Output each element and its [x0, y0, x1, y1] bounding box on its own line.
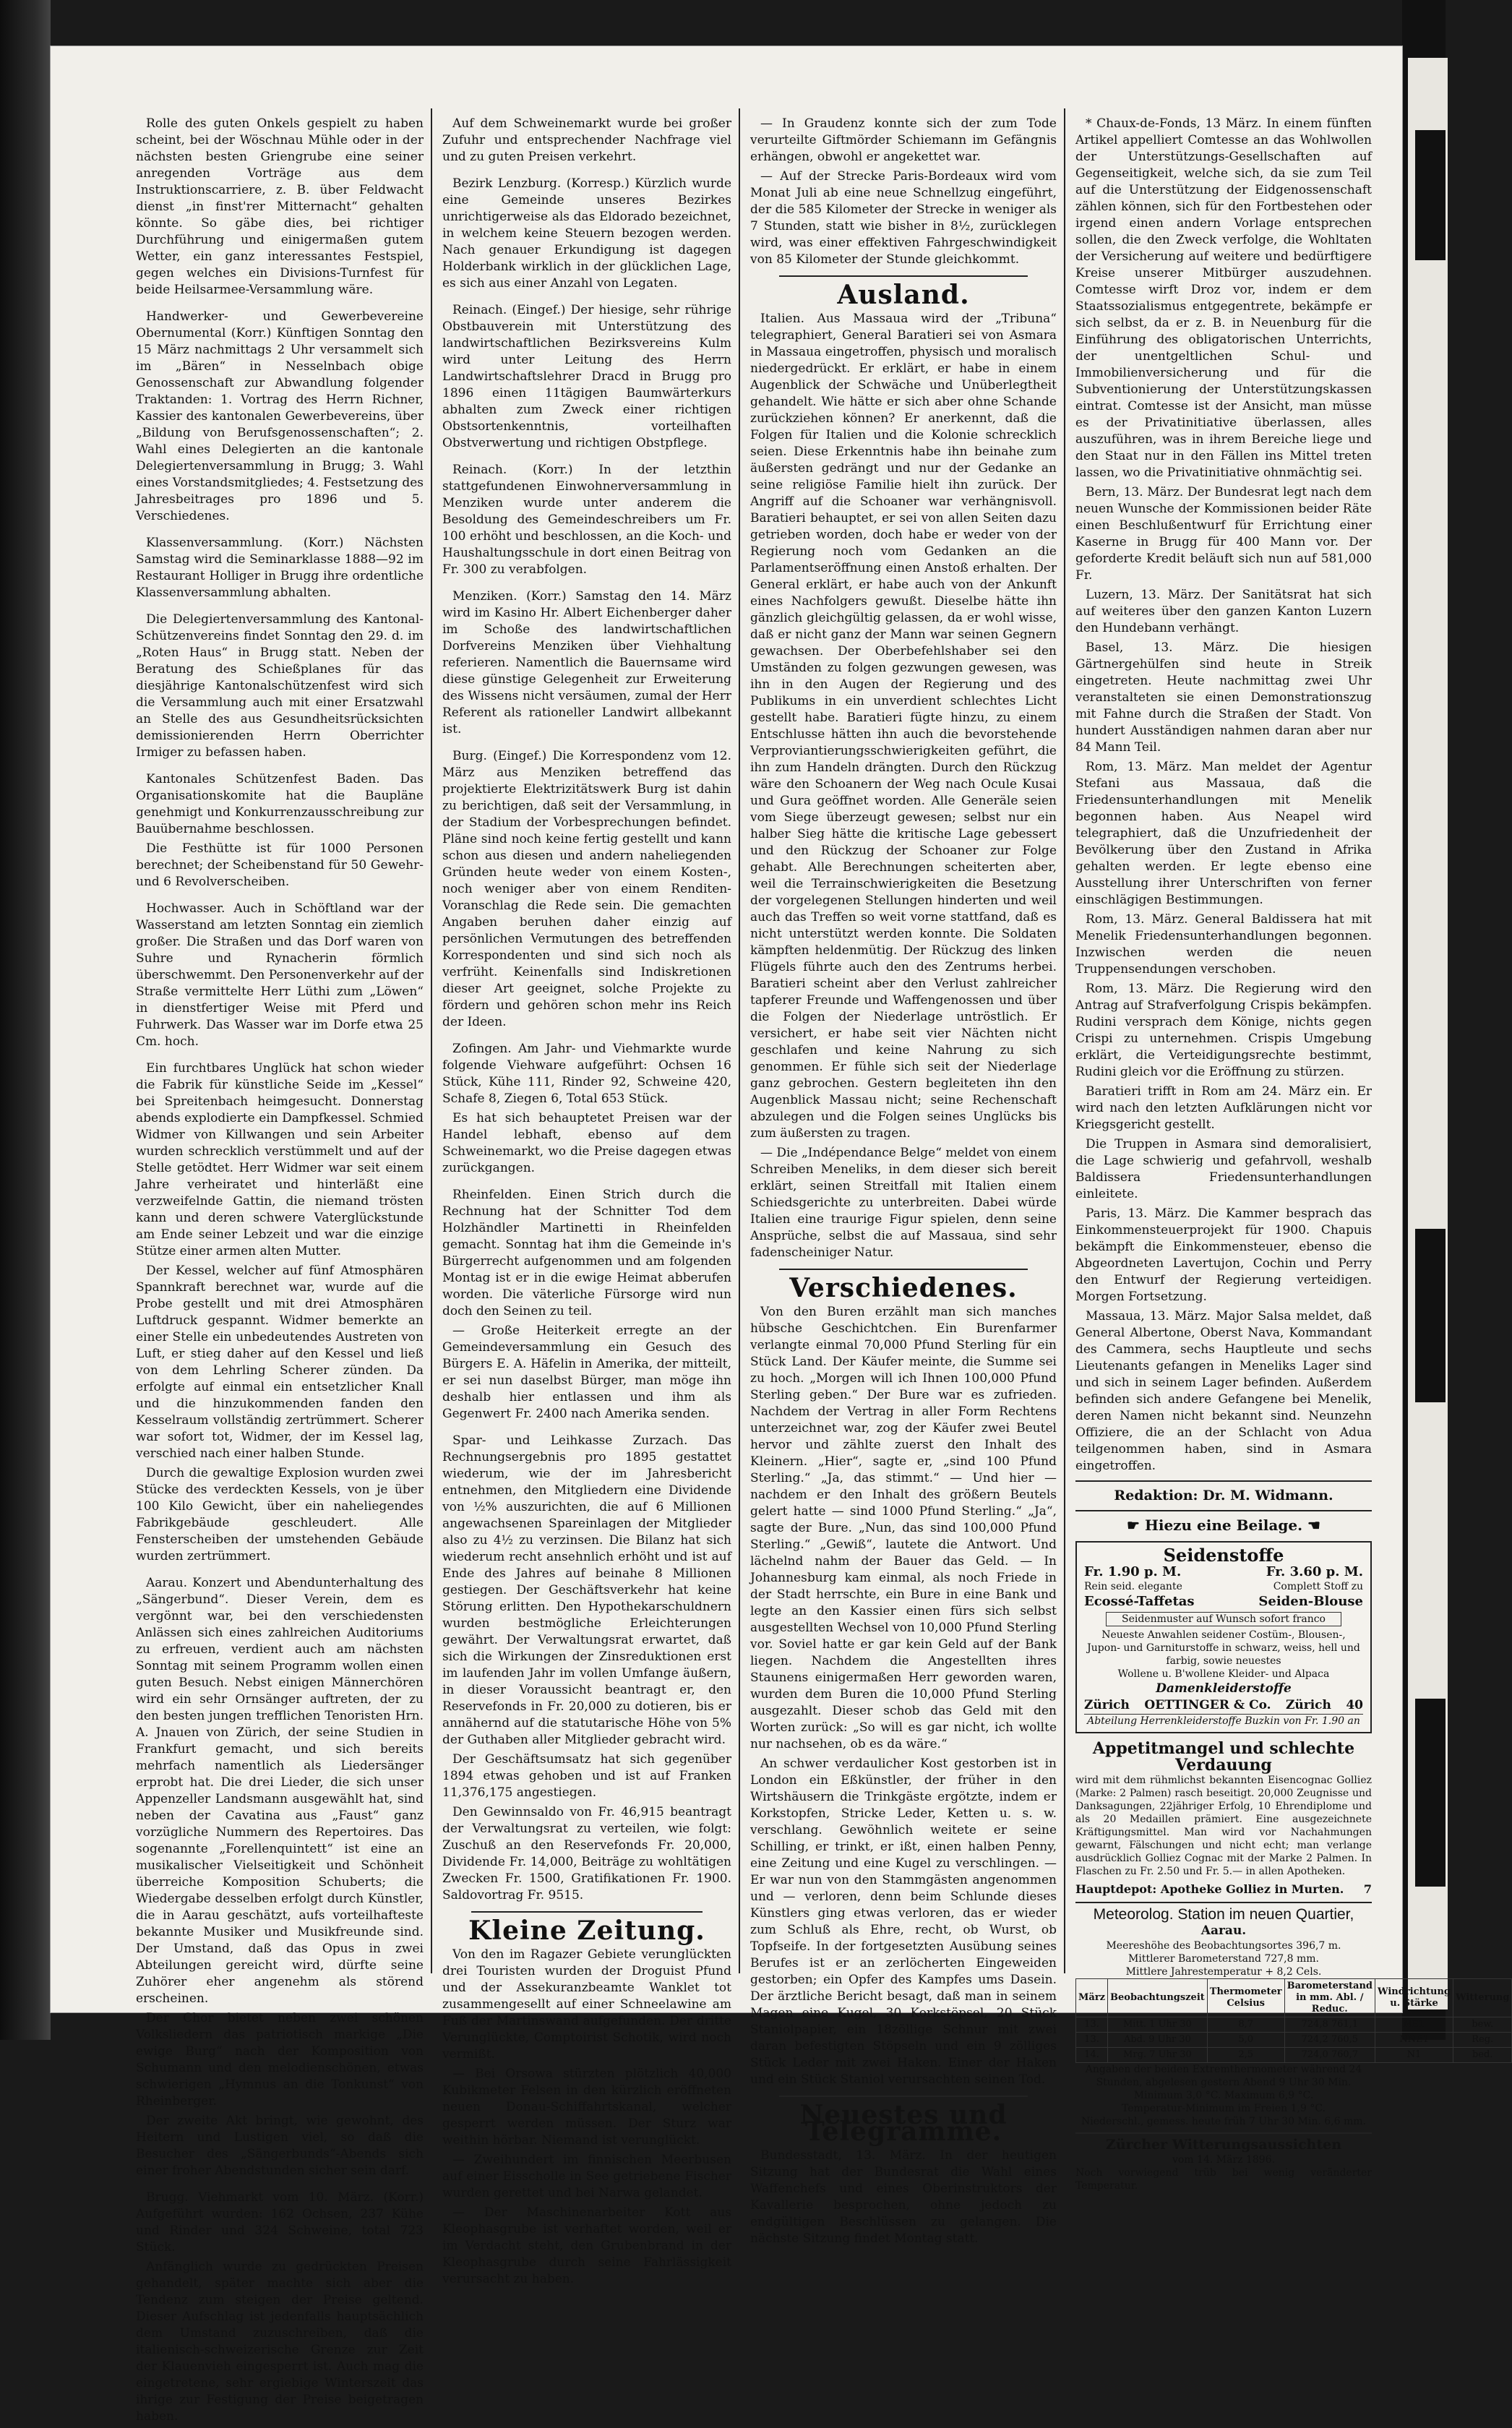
weather-forecast-block: [1075, 2132, 1372, 2192]
column-1: [136, 116, 424, 2428]
section-divider: [779, 1269, 1028, 1270]
article-paragraph: Menziken. (Korr.) Samstag den 14. März wird im Kasino Hr. Albert Eichenberger daher im Schoße des landwirtschaftlichen Dorfvereins Menziken über Viehhaltung referieren. Namentlich die Bauernsame wird diese günstige Gelegenheit zur Erweiterung des Wissens nicht versäumen, zumal der Herr Referent als rationeller Landwirt allbekannt ist.: [442, 589, 731, 737]
station-place: Aarau.: [1200, 1923, 1247, 1938]
article-paragraph: Reinach. (Korr.) In der letzthin stattgefundenen Einwohnerversammlung in Menziken wurde unter anderem die Besoldung des Gemeindeschreibers um Fr. 100 erhöht und beschlossen, an die Koch- und Haushaltungsschule in dort einen Beitrag von Fr. 300 zu verabfolgen.: [442, 463, 731, 577]
article-paragraph: Von den im Ragazer Gebiete verunglückten drei Touristen wurden der Droguist Pfund und der Assekuranzbeamte Wanklet tot zusammengesellt auf einer Schneelawine am Fuß der Martinswand aufgefunden. Der dritte Verunglückte, Comptoirist Schotik, wird noch vermißt.: [442, 1947, 731, 2062]
article-paragraph: Rom, 13. März. Die Regierung wird den Antrag auf Strafverfolgung Crispis bekämpfen. Rudini versprach dem Könige, nichts gegen Crispi zu unternehmen. Crispis Umgebung erklärt, die Verteidigungsrechte bestimmt, Rudini gleich vor die Eröffnung zu stürzen.: [1075, 982, 1372, 1079]
pointing-hand-icon: ☚: [1302, 1517, 1320, 1534]
forecast-text: Noch vorwiegend trüb bei wenig veränderter Temperatur.: [1075, 2167, 1372, 2192]
article-paragraph: Ein furchtbares Unglück hat schon wieder die Fabrik für künstliche Seide im „Kessel“ bei Spreitenbach heimgesucht. Donnerstag abends explodierte ein Dampfkessel. Schmied Widmer von Killwangen und sein Arbeiter wurden schrecklich verstümmelt und auf der Stelle getödtet. Herr Widmer war seit einem Jahre verheiratet und hinterläßt eine verzweifelnde Gattin, die niemand trösten kann und deren schwere Vaterglückstunde am Ende seiner Lebzeit und war die einzige Stütze einer armen alten Mutter.: [136, 1061, 424, 1258]
section-heading: Neuestes und Telegramme.: [799, 2100, 1008, 2147]
supplement-label: Hiezu eine Beilage.: [1144, 1517, 1303, 1534]
table-header: Windrichtung u. Stärke: [1375, 1979, 1453, 2017]
article-paragraph: Auf dem Schweinemarkt wurde bei großer Zufuhr und entsprechender Nachfrage viel und zu guten Preisen verkehrt.: [442, 116, 731, 164]
table-cell: bew.: [1453, 2017, 1512, 2033]
table-cell: Reg.: [1453, 2033, 1512, 2048]
ad-price-left: Fr. 1.90 p. M.: [1084, 1564, 1182, 1579]
article-paragraph: — Die „Indépendance Belge“ meldet von einem Schreiben Meneliks, in dem dieser sich bereit erklärt, seinen Streitfall mit Italien einem Schiedsgerichte zu unterbreiten. Dabei würde Italien eine traurige Figur spielen, denn seine Ansprüche, selbst die auf Massaua, sind sehr fadenscheiniger Natur.: [750, 1146, 1057, 1260]
article-paragraph: Baratieri trifft in Rom am 24. März ein. Er wird nach den letzten Aufklärungen nicht vor Kriegsgericht gestellt.: [1075, 1084, 1372, 1132]
article-paragraph: Rom, 13. März. General Baldissera hat mit Menelik Friedensunterhandlungen begonnen. Inzwischen werden die neuen Truppensendungen verschoben.: [1075, 912, 1372, 977]
section-heading: Ausland.: [837, 280, 970, 310]
section-divider: [1075, 1480, 1372, 1482]
article-paragraph: Paris, 13. März. Die Kammer besprach das Einkommensteuerprojekt für 1900. Chapuis bekämpft die Einkommensteuer, ebenso die Abgeordneten Lavertujon, Cochin und Perry den Entwurf der Regierung verteidigen. Morgen Fortsetzung.: [1075, 1206, 1372, 1304]
ad-name-right: Seiden-Blouse: [1258, 1594, 1363, 1609]
article-paragraph: — Auf der Strecke Paris-Bordeaux wird vom Monat Juli ab eine neue Schnellzug eingeführt, der die 585 Kilometer der Strecke in weniger als 7 Stunden, statt wie bisher in 8½, zurücklegen wird, was einer effektiven Fahrgeschwindigkeit von 85 Kilometer der Stunde gleichkommt.: [750, 169, 1057, 267]
column-2: [442, 116, 731, 2291]
table-cell: 5,0: [1207, 2033, 1284, 2048]
column-3: [750, 116, 1057, 2250]
ad-price-right: Fr. 3.60 p. M.: [1266, 1564, 1363, 1579]
adjacent-page-block: [1415, 130, 1446, 260]
table-header: März: [1076, 1979, 1108, 2017]
article-paragraph: Luzern, 13. März. Der Sanitätsrat hat sich auf weiteres über den ganzen Kanton Luzern den Hundebann verhängt.: [1075, 588, 1372, 635]
article-paragraph: * Chaux-de-Fonds, 13 März. In einem fünften Artikel appelliert Comtesse an das Wohlwollen der Unterstützungs-Gesellschaften auf Gegenseitigkeit, welche sich, da sie zum Teil auf die Unterstützung der Eidgenossenschaft zählen können, sich für den Fortbestehen oder irgend einen andern Vorlage entsprechen sollen, die den Zweck verfolge, die Wohltaten der Versicherung auf weitere und bedürftigere Kreise unserer Mitbürger auszudehnen. Comtesse wirft Droz vor, indem er dem Staatssozialismus entgegentrete, bekämpfe er sich selbst, da er z. B. in Neuenburg für die Einführung des obligatorischen Unterrichts, der unentgeltlichen Schul- und Immobilienversicherung und für die Subventionierung der Unterstützungskassen eintrat. Comtesse ist der Ansicht, man müsse es der Privatinitiative überlassen, alles auszuführen, was in ihrem Bereiche liege und den Staat nur in den Fällen ins Mittel treten lassen, wo die Privatinitiative ohnmächtig sei.: [1075, 116, 1372, 480]
adjacent-page-block: [1415, 1229, 1446, 1402]
ad-line: Wollene u. B'wollene Kleider- und Alpaca: [1117, 1668, 1330, 1680]
editor-line: Redaktion: Dr. M. Widmann.: [1114, 1488, 1333, 1503]
table-cell: 14.: [1076, 2048, 1108, 2063]
table-cell: 724,2 760,5: [1284, 2033, 1375, 2048]
station-note: Niederschl., gemess. heute früh 7 Uhr 30 Min. 6,6 mm.: [1081, 2116, 1366, 2127]
article-paragraph: Hochwasser. Auch in Schöftland war der Wasserstand am letzten Sonntag ein ziemlich großer. Die Straßen und das Dorf waren von Suhre und Rynacherin förmlich überschwemmt. Den Personenverkehr auf der Straße vermittelte Herr Lüthi zum „Löwen“ in dienstfertiger Weise mit Pferd und Fuhrwerk. Das Wasser war im Dorfe etwa 25 Cm. hoch.: [136, 901, 424, 1049]
table-cell: 13.: [1076, 2033, 1108, 2048]
ad-text: wird mit dem rühmlichst bekannten Eisencognac Golliez (Marke: 2 Palmen) rasch beseitigt. 20,000 Zeugnisse und Danksagungen, 22jähriger Erfolg, 10 Ehrendiplome und als 20 Medaillen prämiert. Eine ausgezeichnete Kräftigungsmittel. Man wird vor Nachahmungen gewarnt, Fälschungen und nicht echt; man verlange ausdrücklich Golliez Cognac mit der Marke 2 Palmen. In Flaschen zu Fr. 2.50 und Fr. 5.— in allen Apotheken.: [1075, 1775, 1372, 1877]
table-header: Beobachtungszeit: [1108, 1979, 1208, 2017]
column-rule: [1064, 108, 1065, 1973]
article-paragraph: Es hat sich behauptetet Preisen war der Handel lebhaft, ebenso auf dem Schweinemarkt, wo die Preise dagegen etwas zurückgangen.: [442, 1111, 731, 1175]
ad-footer: Abteilung Herrenkleiderstoffe Buzkin von Fr. 1.90 an: [1084, 1714, 1363, 1728]
ad-city: Zürich: [1084, 1698, 1130, 1712]
table-row: [1076, 2017, 1512, 2033]
ad-line: Damenkleiderstoffe: [1156, 1681, 1292, 1696]
article-paragraph: Der Kessel, welcher auf fünf Atmosphären Spannkraft berechnet war, wurde auf die Probe gestellt und mit drei Atmosphären Luftdruck gespannt. Widmer bemerkte an einer Stelle ein unbedeutendes Austreten von Luft, er stieg daher auf den Kessel und ließ von dem Lehrling Scherer zünden. Da erfolgte auf einmal ein entsetzlicher Knall und die hinzukommenden fanden den Kesselraum vollständig zertrümmert. Scherer war sofort tot, Widmer, der im Kessel lag, verschied nach einer halben Stunde.: [136, 1264, 424, 1461]
article-paragraph: Die Delegiertenversammlung des Kantonal-Schützenvereins findet Sonntag den 29. d. im „Roten Haus“ in Brugg statt. Neben der Beratung des Schießplanes für das diesjährige Kantonalschützenfest wird sich die Versammlung auch mit einer Ersatzwahl an Stelle des aus Gesundheitsrücksichten demissionierenden Herrn Oberrichter Irmiger zu befassen haben.: [136, 612, 424, 760]
ad-price-row: [1084, 1563, 1363, 1580]
ad-footer-row: [1075, 1881, 1372, 1897]
article-paragraph: Rom, 13. März. Man meldet der Agentur Stefani aus Massaua, daß die Friedensunterhandlungen mit Menelik begonnen haben. Aus Neapel wird telegraphiert, daß die Unzufriedenheit der Bevölkerung über den Zustand in Afrika gehalten werden. Er legte ebenso eine Ausstellung ihrer Unterschriften von ferner einschlägigen Bestimmungen.: [1075, 760, 1372, 907]
scan-border-left: [0, 0, 51, 2040]
table-cell: NNE1: [1375, 2033, 1453, 2048]
article-paragraph: Die Festhütte ist für 1000 Personen berechnet; der Scheibenstand für 50 Gewehr- und 6 Revolverscheiben.: [136, 841, 424, 889]
table-cell: 13.: [1076, 2017, 1108, 2033]
ad-sub-right: Complett Stoff zu: [1273, 1581, 1363, 1592]
article-paragraph: Die Truppen in Asmara sind demoralisiert, die Lage schwierig und gefahrvoll, weshalb Baldissera Friedensunterhandlungen einleitete.: [1075, 1137, 1372, 1201]
table-cell: 724,8 761,1: [1284, 2017, 1375, 2033]
article-paragraph: Bundesstadt, 13. März. In der heutigen Sitzung hat der Bundesrat die Wahl eines Waffenchefs und eines Oberinstruktors der Kavallerie besprochen, ohne jedoch zu endgültigen Beschlüssen zu gelangen. Die nächste Sitzung findet Montag statt.: [750, 2148, 1057, 2246]
article-paragraph: Klassenversammlung. (Korr.) Nächsten Samstag wird die Seminarklasse 1888—92 im Restaurant Holliger in Brugg ihre ordentliche Klassenversammlung abhalten.: [136, 536, 424, 600]
forecast-title: Zürcher Witterungsaussichten: [1105, 2137, 1342, 2153]
article-paragraph: Handwerker- und Gewerbevereine Obernumental (Korr.) Künftigen Sonntag den 15 März nachmittags 2 Uhr versammelt sich im „Bären“ in Nesselnbach obige Genossenschaft zur Abwandlung folgender Traktanden: 1. Vortrag des Herrn Richner, Kassier des kantonalen Gewerbevereins, über „Bildung von Berufsgenossenschaften“; 2. Wahl eines Delegierten an die kantonale Delegiertenversammlung in Brugg; 3. Wahl eines Vorstandsmitgliedes; 4. Festsetzung des Jahresbeitrages pro 1896 und 5. Verschiedenes.: [136, 309, 424, 523]
ad-number: 7: [1363, 1882, 1372, 1896]
column-rule: [739, 108, 740, 1973]
article-paragraph: Bezirk Lenzburg. (Korresp.) Kürzlich wurde eine Gemeinde unseres Bezirkes unrichtigerweise als das Eldorado bezeichnet, in welchem keine Steuern bezogen werden. Nach genauer Erkundigung ist dagegen Holderbank wirklich in der glücklichen Lage, es sich aus einer Anzahl von Legaten.: [442, 176, 731, 291]
pointing-hand-icon: ☛: [1127, 1517, 1145, 1534]
ad-line: Seidenmuster auf Wunsch sofort franco: [1106, 1612, 1341, 1626]
article-paragraph: — Der Maschinenarbeiter Kott aus Kleophasgrube ist verhaftet worden, weil er im Verdacht steht, den Grubenbrand in der Kleophasgrube durch seine Fahrlässigkeit verursacht zu haben.: [442, 2205, 731, 2286]
article-paragraph: Burg. (Eingef.) Die Korrespondenz vom 12. März aus Menziken betreffend das projektierte Elektrizitätswerk Burg ist dahin zu berichtigen, daß seit der Versammlung, in der Stadium der Vorbesprechungen befindet. Pläne sind noch keine fertig gestellt und kann schon aus diesen und andern naheliegenden Gründen heute weder von einem Kosten-, noch weniger aber von einem Renditen-Voranschlag die Rede sein. Die gemachten Angaben beruhen daher einzig auf persönlichen Vermutungen des betreffenden Korrespondenten und sind sich noch als verfrüht. Keinenfalls sind Indiskretionen dieser Art geeignet, solche Projekte zu fördern und gehören schon mehr ins Reich der Ideen.: [442, 749, 731, 1029]
article-paragraph: Anfänglich wurde zu gedrückten Preisen gehandelt, später machte sich aber die Tendenz zum steigen der Preise geltend. Dieser Aufschlag ist jedenfalls hauptsächlich dem Umstand zuzuschreiben, daß die italienisch-schweizerische Grenze zur Zeit der Klauenvieh eingesperrt ist. Auch mag die eingetretene, sehr ergiebige Winterszeit das ihrige zur Festigung der Preise beigetragen haben.: [136, 2260, 424, 2424]
article-paragraph: Durch die gewaltige Explosion wurden zwei Stücke des verdeckten Kessels, von je über 100 Kilo Gewicht, über ein naheliegendes Fabrikgebäude geschleudert. Alle Fensterscheiben der umstehenden Gebäude wurden zertrümmert.: [136, 1466, 424, 1563]
station-info: Mittlerer Barometerstand 727,8 mm.: [1128, 1953, 1319, 1965]
section-divider: [1075, 1510, 1372, 1511]
table-cell: Mitt. 1 Uhr 30: [1108, 2017, 1208, 2033]
article-paragraph: Italien. Aus Massaua wird der „Tribuna“ telegraphiert, General Baratieri sei von Asmara in Massaua eingetroffen, physisch und moralisch niedergedrückt. Er erklärt, er habe in einem Augenblick der Schwäche und Unüberlegtheit gehandelt. Wie hätte er sich aber ohne Schande zurückziehen können? Er anerkennt, daß die Folgen für Italien und die Kolonie schrecklich seien. Diese Erkenntnis habe ihn beinahe zum äußersten gedrängt und nur der Gedanke an seine religiöse Familie hielt ihn zurück. Der Angriff auf die Schoaner war verhängnisvoll. Baratieri behauptet, er sei von allen Seiten dazu getrieben worden, doch habe er weder von der Regierung noch vom Gedanken an die Parlamentseröffnung einen Anstoß erhalten. Der General erklärt, er habe auch von der Ankunft eines Nachfolgers gewußt. Dieselbe hätte ihn gänzlich gleichgültig gelassen, da er wohl wisse, daß er nicht ganz der Mann war seinen Gegnern gewachsen. Der Oberbefehlshaber sei den Umständen zu folgen gezwungen gewesen, was ihn in den Augen der Regierung und des Publikums in ein unverdient schlechtes Licht gestellt habe. Baratieri fügte hinzu, zu einem Entschlusse hätten ihn auch die bevorstehende Verproviantierungsschwierigkeiten geführt, die ihn zum Handeln drängten. Durch den Rückzug wäre den Schoanern der Weg nach Ocule Kusai und Gura geöffnet worden. Alle Generäle seien vom Siege überzeugt gewesen; selbst nur ein halber Sieg hätte die kritische Lage gebessert und den Rückzug der Schoaner zur Folge gehabt. Alle Berechnungen scheiterten aber, weil die Terrainschwierigkeiten die Besetzung der vorgelegenen Stellungen hinderten und weil auch das Treffen so weit vorne stattfand, daß es nicht unterstützt werden konnte. Die Soldaten kämpften heldenmütig. Der Rückzug des linken Flügels führte auch den des Zentrums herbei. Baratieri scheint aber den Verlust zahlreicher tapferer Freunde und Waffengenossen und über die Folgen der Niederlage untröstlich. Er versichert, er habe seit vier Nächten nicht geschlafen und keine Nahrung zu sich genommen. Er fühle sich seit der Niederlage ganz gebrochen. Gestern begleiteten ihn den Augenblick Massau nicht; seine Rechenschaft abzulegen und die Folgen seines Unglücks bis zum äußersten zu tragen.: [750, 312, 1057, 1141]
station-note: Minimum 3,0 °C. Maximum 6,9 °C.: [1133, 2090, 1314, 2101]
weather-station-block: [1075, 1902, 1510, 2128]
section-divider: [779, 2095, 1028, 2097]
table-header: Witterung: [1453, 1979, 1512, 2017]
article-paragraph: Aarau. Konzert und Abendunterhaltung des „Sängerbund“. Dieser Verein, dem es vergönnt war, bei den verschiedensten Anlässen sich eines zahlreichen Auditoriums zu erfreuen, verdient auch am nächsten Sonntag mit seinem Programm wollen einen guten Besuch. Nebst einigen Männerchören wird ein sehr Ornsänger auftreten, der zu den besten jungen trefflichen Tenoristen Hrn. A. Jnauen von Zürich, der seine Studien in Frankfurt gemacht, und sich bereits mehrfach namentlich als Liedersänger erprobt hat. Die drei Lieder, die sich unser Appenzeller Landsmann ausgewählt hat, sind neben der Cavatina aus „Faust“ ganz vorzügliche Nummern des Repertoires. Das sogenannte „Forellenquintett“ ist eine an musikalischer Vielseitigkeit und Schönheit überreiche Komposition Schuberts; die Wiedergabe desselben erfolgt durch Künstler, die in Aarau geschätzt, aufs vorteilhafteste bekannte Musiker und Musikfreunde sind. Der Umstand, daß das Opus in zwei Abteilungen gereicht wird, dürfte seine Zuhörer eher angenehm als störend erscheinen.: [136, 1576, 424, 2006]
article-paragraph: Der Geschäftsumsatz hat sich gegenüber 1894 etwas gehoben und ist auf Franken 11,376,175 angestiegen.: [442, 1752, 731, 1800]
ad-firm-row: [1084, 1697, 1363, 1714]
ad-sub-left: Rein seid. elegante: [1084, 1581, 1182, 1592]
station-info: Meereshöhe des Beobachtungsortes 396,7 m.: [1106, 1940, 1341, 1952]
article-paragraph: — Große Heiterkeit erregte an der Gemeindeversammlung ein Gesuch des Bürgers E. A. Häfelin in Amerika, der mitteilt, er sei nun daselbst Bürger, man möge ihn deshalb hier entlassen und ihm als Gegenwert Fr. 2400 nach Amerika senden.: [442, 1324, 731, 1421]
advertisement-cognac: [1075, 1741, 1372, 1897]
article-paragraph: Den Gewinnsaldo von Fr. 46,915 beantragt der Verwaltungsrat zu verteilen, wie folgt: Zuschuß an den Reservefonds Fr. 20,000, Dividende Fr. 14,000, Beiträge zu wohltätigen Zwecken Fr. 1500, Gratifikationen Fr. 1900. Saldovortrag Fr. 9515.: [442, 1805, 731, 1902]
ad-firm: OETTINGER & Co.: [1144, 1698, 1271, 1712]
adjacent-page-block: [1415, 1699, 1446, 1887]
article-paragraph: Bern, 13. März. Der Bundesrat legt nach dem neuen Wunsche der Kommissionen beider Räte einen Beschlußentwurf für Errichtung einer Kaserne in Brugg für 400 Mann vor. Der geforderte Kredit beläuft sich nun auf 581,000 Fr.: [1075, 485, 1372, 583]
ad-sub-row: [1084, 1580, 1363, 1593]
table-cell: N1: [1375, 2048, 1453, 2063]
article-paragraph: Basel, 13. März. Die hiesigen Gärtnergehülfen sind heute in Streik eingetreten. Heute nachmittag zwei Uhr veranstalteten sie einen Demonstrationszug mit Fahne durch die Straßen der Stadt. Von hundert Ausständigen nahmen daran aber nur 84 Mann Teil.: [1075, 640, 1372, 755]
article-paragraph: — Bei Orsowa stürzten plötzlich 40,000 Kubikmeter Felsen in den kürzlich eröffneten neuen Donau-Schiffahrtskanal, welcher gesperrt werden müssen. Der Sturz war weithin hörbar. Niemand ist verunglückt.: [442, 2067, 731, 2148]
section-heading: Verschiedenes.: [789, 1273, 1018, 1303]
ad-title: Appetitmangel und schlechte Verdauung: [1092, 1739, 1355, 1775]
ad-name-row: [1084, 1593, 1363, 1610]
station-note: Angaben der beiden Extremthermometer während 24 Stunden, abgelesen gestern Abend 9 Uhr 30 Min.: [1085, 2064, 1362, 2088]
article-paragraph: Der zweite Akt bringt, wie gewohnt, des Heitern und Lustigen viel, so daß die Besucher des „Sängerbunds“-Abends sich einer froher Abendstunden sicher sein darf.: [136, 2114, 424, 2178]
article-paragraph: Der Chor bietet neben zwei schönen Volksliedern das patriotisch markige „Die ewige Burg“ nach der Komposition von Schumann und den melodienschönen, etwas schwierigen „Hymnus an die Tonkunst“ von Rheinberger.: [136, 2011, 424, 2109]
table-cell: Abd. 9 Uhr 30: [1108, 2033, 1208, 2048]
article-paragraph: Massaua, 13. März. Major Salsa meldet, daß General Albertone, Oberst Nava, Kommandant des Cammera, sechs Hauptleute und sechs Lieutenants gefangen in Meneliks Lager sind und sich in seinem Lager befinden. Außerdem befinden sich andere Gefangene bei Menelik, deren Namen nicht bekannt sind. Neunzehn Offiziere, die an der Schlacht von Adua teilgenommen haben, sind in Asmara eingetroffen.: [1075, 1309, 1372, 1473]
article-paragraph: Rolle des guten Onkels gespielt zu haben scheint, bei der Wöschnau Mühle oder in der nächsten besten Griengrube eine seiner anregenden Vorträge aus dem Instruktionscarriere, z. B. über Feldwacht dienst „in finst'rer Mitternacht“ gehalten könnte. So gäbe dies, bei richtiger Durchführung und einigermaßen gutem Wetter, ein ganz interessantes Festspiel, gegen welches ein Divisions-Turnfest für beide Heilsarmee-Versammlung wäre.: [136, 116, 424, 297]
section-heading: Kleine Zeitung.: [468, 1916, 705, 1946]
station-title: Meteorolog. Station im neuen Quartier,: [1093, 1906, 1354, 1923]
article-paragraph: — Zweihundert im finnischen Meerbusen auf einer Eisscholle in See getriebene Fischer wurden gerettet und bei Narwa gelandet.: [442, 2153, 731, 2200]
article-paragraph: Kantonales Schützenfest Baden. Das Organisationskomite hat die Baupläne genehmigt und Konkurrenzausschreibung zur Bauübernahme beschlossen.: [136, 772, 424, 836]
station-note: Temperatur-Minimum im Freien 1,9 °C.: [1122, 2103, 1326, 2114]
article-paragraph: Von den Buren erzählt man sich manches hübsche Geschichtchen. Ein Burenfarmer verlangte einmal 70,000 Pfund Sterling für ein Stück Land. Der Käufer meinte, die Summe sei zu hoch. „Morgen will ich Ihnen 100,000 Pfund Sterling geben.“ Der Bure war es zufrieden. Nachdem der Vertrag in aller Form Rechtens unterzeichnet war, zog der Käufer zwei Beutel hervor und zählte zuerst den Inhalt des Kleinern. „Hier“, sagte er, „sind 100 Pfund Sterling.“ „Ja, das stimmt.“ — Und hier — nachdem er den Inhalt des größern Beutels gelert hatte — sind 1000 Pfund Sterling.“ „Ja“, sagte der Bure. „Nun, das sind 100,000 Pfund Sterling.“ „Gewiß“, lautete die Antwort. Und lächelnd nahm der Bauer das Geld. — In Johannesburg kam einmal, als noch Friede in der Stadt herrschte, ein Bure in eine Bank und legte an den Kassier einen fürs sich selbst ausgestellten Wechsel von 10,000 Pfund Sterling vor. Soviel hatte er gar kein Geld auf der Bank liegen. Nachdem die Angestellten ihres Staunens einigermaßen Herr geworden waren, wurden dem Buren die 10,000 Pfund Sterling ausgezahlt. Dieser schob das Geld mit den Worten zurück: „So will es gar nicht, ich wollte nur nachsehen, ob es da wäre.“: [750, 1305, 1057, 1751]
section-divider: [779, 275, 1028, 277]
ad-line: Neueste Anwahlen seidener Costüm-, Blousen-, Jupon- und Garniturstoffe in schwarz, weiss, hell und farbig, sowie neuestes: [1087, 1629, 1360, 1667]
forecast-date: vom 14. März 1896.: [1172, 2154, 1276, 2166]
ad-title: Seidenstoffe: [1163, 1545, 1284, 1566]
section-divider: [471, 1911, 703, 1913]
supplement-notice: [1075, 1517, 1372, 1534]
article-paragraph: Brugg. Viehmarkt vom 10. März. (Korr.) Aufgeführt wurden: 162 Ochsen, 237 Kühe und Rinder und 324 Schweine, total 723 Stück.: [136, 2190, 424, 2255]
column-rule: [431, 108, 432, 1973]
ad-number: 40: [1346, 1698, 1363, 1712]
article-paragraph: Reinach. (Eingef.) Der hiesige, sehr rührige Obstbauverein mit Unterstützung des landwirtschaftlichen Bezirksvereins Kulm wird unter Leitung des Herrn Landwirtschaftslehrer Dracd in Brugg pro 1896 einen 11tägigen Baumwärterkurs abhalten zum Zweck einer richtigen Obstsortenkenntnis, vorteilhaften Obstverwertung und richtigen Obstpflege.: [442, 303, 731, 450]
table-cell: 8,7: [1207, 2017, 1284, 2033]
article-paragraph: Spar- und Leihkasse Zurzach. Das Rechnungsergebnis pro 1895 gestattet wiederum, wie der im Jahresbericht entnehmen, den Mitgliedern eine Dividende von ½% auszurichten, die auf 6 Millionen angewachsenen Spareinlagen der Mitglieder also zu 4½ zu verzinsen. Die Bilanz hat sich wiederum recht ansehnlich erhöht und ist auf Ende des Jahres auf beinahe 8 Millionen gestiegen. Der Geschäftsverkehr hat keine Störung erlitten. Den Hypothekarschuldnern wurden bestmögliche Erleichterungen gewährt. Der Verwaltungsrat erwartet, daß sich die Wirkungen der Zinsreduktionen erst im laufenden Jahr im vollen Umfange äußern, in dieser Voraussicht beantragt er, den Reservefonds in Fr. 20,000 zu dotieren, bis er annähernd auf die statutarische Höhe von 5% der Guthaben aller Mitglieder gebracht wird.: [442, 1433, 731, 1747]
table-header: Thermometer Celsius: [1207, 1979, 1284, 2017]
ad-name-left: Ecossé-Taffetas: [1084, 1594, 1195, 1609]
station-info: Mittlere Jahrestemperatur + 8,2 Cels.: [1125, 1966, 1322, 1978]
ad-city: Zürich: [1285, 1698, 1331, 1712]
table-cell: bed.: [1453, 2048, 1512, 2063]
table-row: [1076, 2048, 1512, 2063]
column-4: [1075, 116, 1510, 2192]
table-header-row: [1076, 1979, 1512, 2017]
weather-table: [1075, 1978, 1512, 2063]
table-header: Barometerstand in mm. Abl. / Reduc.: [1284, 1979, 1375, 2017]
table-row: [1076, 2033, 1512, 2048]
article-paragraph: An schwer verdaulicher Kost gestorben ist in London ein Eßkünstler, der früher in den Wirtshäusern die Trinkgäste ergötzte, indem er Korkstopfen, Stricke Leder, Ketten u. s. w. verschlang. Gewöhnlich weitete er seine Schilling, er trinkt, er ißt, einen halben Penny, eine Zeitung und eine Kugel zu verschlingen. — Er war nun von den Stammgästen angenommen und — verloren, denn beim Schlunde dieses Künstlers ging etwas verloren, das er wieder zum Schluß als Ehre, recht, ob Wurst, ob Topfseife. In der fortgesetzten Ausübung seines Berufes ist er an zerlöcherten Eingeweiden gestorben; ein Opfer des Kampfes ums Dasein. Der ärztliche Bericht besagt, daß man in seinem Magen eine Kugel, 30 Korkstöpsel, 20 Stück Staniolpapier, ein 18zöllige Schnur mit zwei daran befestigten Stöpseln und ein 9 zölliges Stück Leder mit zwei Haken. Einer der Haken und ein Stück Staniol verursachten seinen Tod.: [750, 1756, 1057, 2087]
table-cell: Mrg. 7 Uhr 30: [1108, 2048, 1208, 2063]
ad-footer: Hauptdepot: Apotheke Golliez in Murten.: [1075, 1882, 1344, 1896]
advertisement-seidenstoffe: [1075, 1541, 1372, 1733]
table-cell: NE1: [1375, 2017, 1453, 2033]
article-paragraph: Rheinfelden. Einen Strich durch die Rechnung hat der Schnitter Tod dem Holzhändler Martinetti in Rheinfelden gemacht. Sonntag hat ihm die Gemeinde in's Bürgerrecht aufgenommen und am folgenden Montag ist er in die ewige Heimat abberufen worden. Die väterliche Fürsorge wird nun doch den Seinen zu teil.: [442, 1188, 731, 1318]
article-paragraph: Zofingen. Am Jahr- und Viehmarkte wurde folgende Viehware aufgeführt: Ochsen 16 Stück, Kühe 111, Rinder 92, Schweine 420, Schafe 8, Ziegen 6, Total 653 Stück.: [442, 1042, 731, 1106]
article-paragraph: — In Graudenz konnte sich der zum Tode verurteilte Giftmörder Schiemann im Gefängnis erhängen, obwohl er angekettet war.: [750, 116, 1057, 164]
table-cell: 2,5: [1207, 2048, 1284, 2063]
table-cell: 724,0 760,7: [1284, 2048, 1375, 2063]
